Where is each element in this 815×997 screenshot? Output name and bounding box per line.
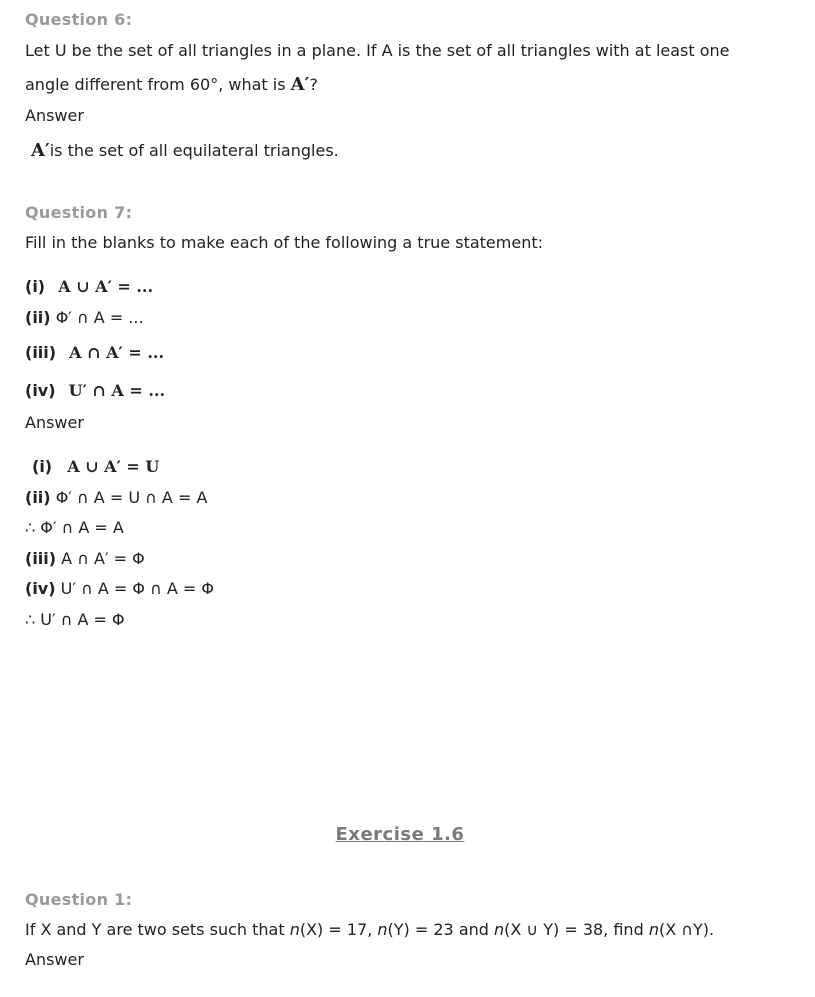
question-1-heading: Question 1:: [25, 890, 133, 909]
answer-line: [25, 488, 207, 508]
q1-text-part: (Y) = 23 and: [387, 920, 494, 939]
answer-item-label: (ii): [25, 488, 51, 507]
q1-text-part: (X ∪ Y) = 38, find: [504, 920, 649, 939]
answer-expression: Φ′ ∩ A = U ∩ A = A: [55, 488, 208, 507]
a-complement-symbol: A′: [290, 74, 310, 95]
answer-item-label: (i): [32, 457, 53, 476]
question-6-text-end: ?: [309, 75, 318, 94]
question-7-item: [25, 308, 144, 328]
answer-line: [25, 579, 214, 599]
n-symbol: n: [289, 920, 300, 939]
answer-item-label: (iv): [25, 579, 56, 598]
n-symbol: n: [648, 920, 659, 939]
question-7-heading: Question 7:: [25, 203, 133, 222]
question-6-heading: Question 6:: [25, 10, 133, 29]
a-complement-symbol: A′: [31, 140, 50, 161]
item-expression: A ∪ A′ = ...: [58, 277, 154, 296]
answer-line: [25, 610, 125, 630]
q1-text-part: (X ∩Y).: [658, 920, 715, 939]
question-7-item: [25, 381, 165, 401]
q1-text-part: If X and Y are two sets such that: [25, 920, 290, 939]
answer-item-label: (iii): [25, 549, 57, 568]
answer-expression: ∴ U′ ∩ A = Φ: [25, 610, 125, 629]
n-symbol: n: [377, 920, 388, 939]
item-label: (iii): [25, 343, 57, 362]
question-6-answer-label: Answer: [25, 106, 84, 125]
answer-line: [25, 549, 145, 569]
exercise-title: Exercise 1.6: [335, 824, 465, 845]
question-6-text-line2: [25, 75, 318, 95]
question-1-answer-label: Answer: [25, 950, 84, 969]
item-label: (i): [25, 277, 46, 296]
answer-expression: U′ ∩ A = Φ ∩ A = Φ: [60, 579, 214, 598]
q1-text-part: (X) = 17,: [299, 920, 378, 939]
item-label: (iv): [25, 381, 56, 400]
question-6-answer-text: is the set of all equilateral triangles.: [49, 141, 339, 160]
answer-line: [25, 518, 124, 538]
n-symbol: n: [494, 920, 505, 939]
item-expression: Φ′ ∩ A = ...: [55, 308, 144, 327]
answer-expression: ∴ Φ′ ∩ A = A: [25, 518, 124, 537]
question-7-item: [25, 343, 164, 363]
question-6-text-line1: Let U be the set of all triangles in a plane. If A is the set of all triangles with at least one: [25, 41, 730, 60]
item-label: (ii): [25, 308, 51, 327]
question-6-answer: [31, 141, 339, 161]
question-7-prompt: Fill in the blanks to make each of the following a true statement:: [25, 233, 543, 252]
item-expression: A ∩ A′ = ...: [69, 343, 165, 362]
answer-expression: A ∪ A′ = U: [67, 457, 160, 476]
question-7-item: [25, 277, 153, 297]
question-1-text: [25, 920, 714, 940]
item-expression: U′ ∩ A = ...: [68, 381, 166, 400]
question-6-text-part: angle different from 60°, what is: [25, 75, 291, 94]
question-7-answer-label: Answer: [25, 413, 84, 432]
answer-expression: A ∩ A′ = Φ: [61, 549, 145, 568]
answer-line: [32, 457, 159, 477]
